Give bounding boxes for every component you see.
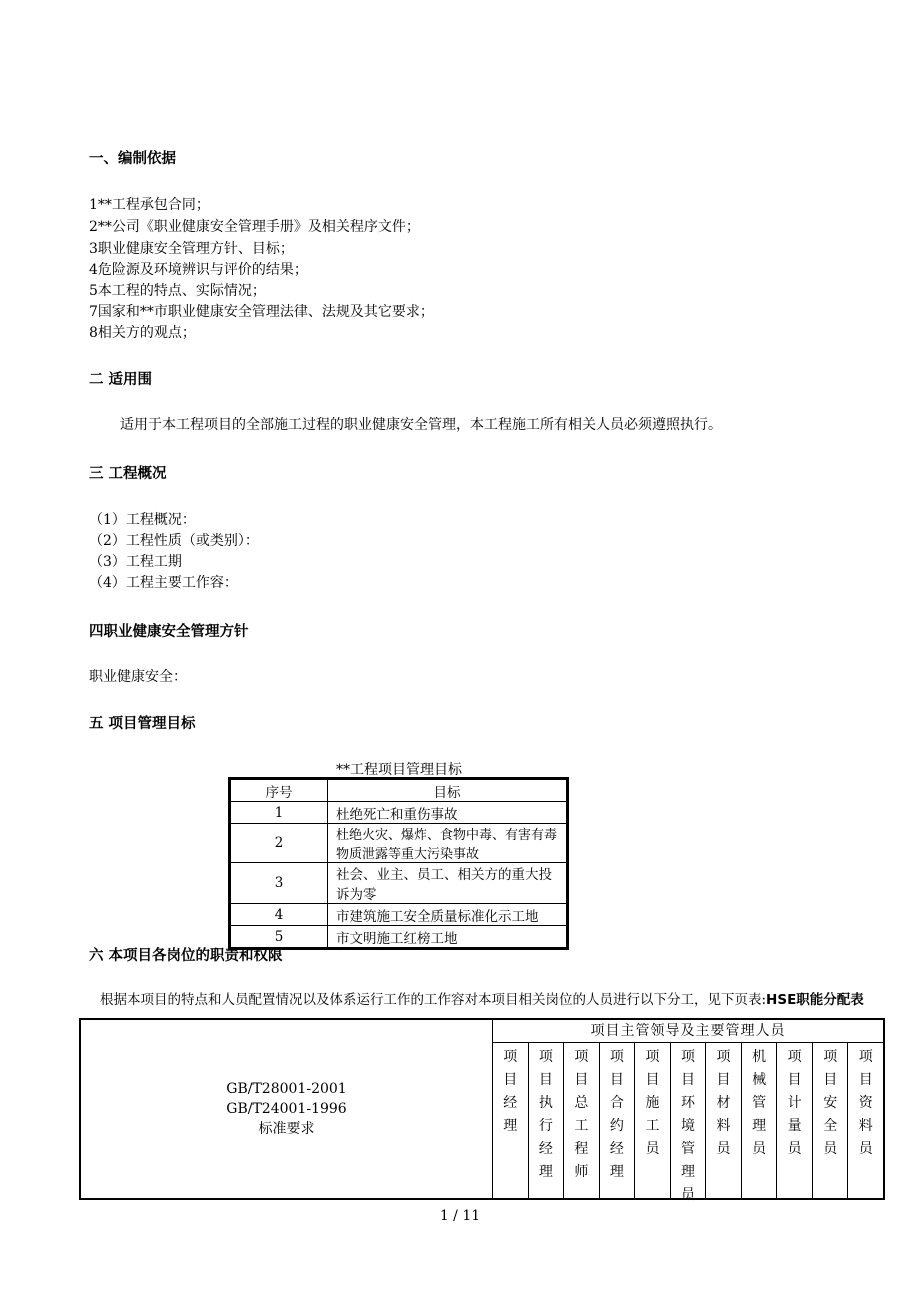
table-row bbox=[231, 863, 567, 904]
row-goal: 市建筑施工安全质量标准化示工地 bbox=[328, 904, 567, 926]
role-char: 目 bbox=[574, 1072, 589, 1088]
role-column-header bbox=[671, 1043, 707, 1203]
section-title-basis: 一、编制依据 bbox=[89, 151, 176, 167]
role-char: 师 bbox=[574, 1164, 589, 1180]
row-goal: 社会、业主、员工、相关方的重大投诉为零 bbox=[328, 863, 567, 904]
overview-item: （4）工程主要工作容： bbox=[89, 575, 238, 591]
role-char: 员 bbox=[645, 1141, 660, 1157]
basis-item: 5本工程的特点、实际情况； bbox=[89, 283, 266, 299]
row-number: 2 bbox=[231, 824, 328, 863]
row-goal: 市文明施工红榜工地 bbox=[328, 926, 567, 948]
table-row bbox=[231, 904, 567, 926]
role-char: 机 bbox=[752, 1049, 767, 1065]
role-char: 管 bbox=[752, 1095, 767, 1111]
role-column-header bbox=[493, 1043, 529, 1198]
role-char: 员 bbox=[787, 1141, 802, 1157]
role-char: 工 bbox=[645, 1118, 660, 1134]
role-char: 项 bbox=[538, 1049, 553, 1065]
goals-table bbox=[230, 779, 567, 948]
header-cell: 序号 bbox=[231, 780, 328, 802]
role-char: 械 bbox=[752, 1072, 767, 1088]
role-char: 目 bbox=[609, 1072, 624, 1088]
row-number: 4 bbox=[231, 904, 328, 926]
role-char: 经 bbox=[538, 1141, 553, 1157]
role-char: 项 bbox=[716, 1049, 731, 1065]
row-number: 3 bbox=[231, 863, 328, 904]
role-char: 理 bbox=[538, 1164, 553, 1180]
role-char: 经 bbox=[503, 1095, 518, 1111]
basis-item: 1**工程承包合同； bbox=[89, 197, 210, 213]
standard-line: GB/T24001-1996 bbox=[226, 1101, 347, 1117]
row-number: 5 bbox=[231, 926, 328, 948]
role-char: 理 bbox=[609, 1164, 624, 1180]
role-char: 合 bbox=[609, 1095, 624, 1111]
role-char: 理 bbox=[752, 1118, 767, 1134]
role-column-header bbox=[742, 1043, 778, 1198]
role-char: 执 bbox=[538, 1095, 553, 1111]
role-char: 目 bbox=[681, 1072, 695, 1088]
role-char: 员 bbox=[752, 1141, 767, 1157]
role-char: 项 bbox=[503, 1049, 518, 1065]
role-char: 目 bbox=[823, 1072, 838, 1088]
row-number: 1 bbox=[231, 802, 328, 824]
role-char: 资 bbox=[858, 1095, 873, 1111]
basis-item: 8相关方的观点； bbox=[89, 325, 196, 341]
overview-item: （3）工程工期 bbox=[89, 554, 182, 570]
role-char: 目 bbox=[716, 1072, 731, 1088]
role-char: 总 bbox=[574, 1095, 589, 1111]
role-column-header bbox=[848, 1043, 883, 1198]
role-char: 项 bbox=[645, 1049, 660, 1065]
section-title-duties: 六 本项目各岗位的职责和权限 bbox=[89, 948, 283, 964]
standard-line: 标准要求 bbox=[258, 1121, 315, 1137]
role-column-header bbox=[635, 1043, 671, 1198]
role-char: 境 bbox=[681, 1118, 695, 1134]
standard-line: GB/T28001-2001 bbox=[226, 1081, 347, 1097]
management-group-header: 项目主管领导及主要管理人员 bbox=[493, 1020, 883, 1043]
role-char: 项 bbox=[787, 1049, 802, 1065]
section-title-policy: 四职业健康安全管理方针 bbox=[89, 624, 249, 640]
role-char: 管 bbox=[681, 1141, 695, 1157]
role-char: 理 bbox=[503, 1118, 518, 1134]
table-row bbox=[231, 802, 567, 824]
hse-function-table bbox=[79, 1018, 885, 1203]
hse-intro-text: 根据本项目的特点和人员配置情况以及体系运行工作的工作容对本项目相关岗位的人员进行以下分工，见下页表: bbox=[100, 992, 767, 1008]
role-column-header bbox=[529, 1043, 565, 1198]
role-column-header bbox=[813, 1043, 849, 1198]
header-cell: 目标 bbox=[328, 780, 567, 802]
basis-item: 7国家和**市职业健康安全管理法律、法规及其它要求； bbox=[89, 304, 434, 320]
goals-table-caption: **工程项目管理目标 bbox=[336, 762, 462, 778]
role-char: 目 bbox=[538, 1072, 553, 1088]
role-char: 项 bbox=[858, 1049, 873, 1065]
role-char: 目 bbox=[503, 1072, 518, 1088]
section-title-scope: 二 适用围 bbox=[89, 372, 153, 388]
role-char: 目 bbox=[858, 1072, 873, 1088]
role-char: 计 bbox=[787, 1095, 802, 1111]
role-char: 员 bbox=[681, 1187, 695, 1203]
role-char: 项 bbox=[574, 1049, 589, 1065]
role-char: 材 bbox=[716, 1095, 731, 1111]
role-column-header bbox=[600, 1043, 636, 1198]
role-char: 项 bbox=[681, 1049, 695, 1065]
overview-item: （1）工程概况： bbox=[89, 512, 196, 528]
role-char: 项 bbox=[609, 1049, 624, 1065]
role-char: 经 bbox=[609, 1141, 624, 1157]
role-columns bbox=[493, 1043, 883, 1203]
role-char: 约 bbox=[609, 1118, 624, 1134]
basis-item: 3职业健康安全管理方针、目标； bbox=[89, 241, 294, 257]
role-char: 行 bbox=[538, 1118, 553, 1134]
role-char: 工 bbox=[574, 1118, 589, 1134]
role-char: 目 bbox=[645, 1072, 660, 1088]
role-char: 环 bbox=[681, 1095, 695, 1111]
row-goal: 杜绝死亡和重伤事故 bbox=[328, 802, 567, 824]
basis-item: 2**公司《职业健康安全管理手册》及相关程序文件； bbox=[89, 219, 420, 235]
role-char: 员 bbox=[716, 1141, 731, 1157]
overview-item: （2）工程性质（或类别）： bbox=[89, 533, 259, 549]
role-char: 料 bbox=[858, 1118, 873, 1134]
policy-text: 职业健康安全： bbox=[89, 669, 187, 685]
table-row bbox=[231, 824, 567, 863]
basis-item: 4危险源及环境辨识与评价的结果； bbox=[89, 262, 308, 278]
role-char: 安 bbox=[823, 1095, 838, 1111]
role-char: 项 bbox=[823, 1049, 838, 1065]
role-char: 料 bbox=[716, 1118, 731, 1134]
role-column-header bbox=[777, 1043, 813, 1198]
role-column-header bbox=[564, 1043, 600, 1198]
role-char: 目 bbox=[787, 1072, 802, 1088]
page-number: 1 / 11 bbox=[439, 1208, 481, 1224]
role-char: 量 bbox=[787, 1118, 802, 1134]
goals-table-header bbox=[231, 780, 567, 802]
role-column-header bbox=[706, 1043, 742, 1198]
role-char: 理 bbox=[681, 1164, 695, 1180]
role-char: 程 bbox=[574, 1141, 589, 1157]
role-char: 员 bbox=[858, 1141, 873, 1157]
role-char: 施 bbox=[645, 1095, 660, 1111]
hse-intro bbox=[100, 988, 864, 1008]
row-goal: 杜绝火灾、爆炸、食物中毒、有害有毒物质泄露等重大污染事故 bbox=[328, 824, 567, 863]
hse-intro-bold: HSE职能分配表 bbox=[766, 992, 864, 1008]
role-char: 全 bbox=[823, 1118, 838, 1134]
role-char: 员 bbox=[823, 1141, 838, 1157]
section-title-goals: 五 项目管理目标 bbox=[89, 716, 196, 732]
standard-requirements-cell bbox=[81, 1020, 493, 1198]
section-title-overview: 三 工程概况 bbox=[89, 466, 167, 482]
scope-text: 适用于本工程项目的全部施工过程的职业健康安全管理，本工程施工所有相关人员必须遵照执行。 bbox=[120, 417, 722, 433]
